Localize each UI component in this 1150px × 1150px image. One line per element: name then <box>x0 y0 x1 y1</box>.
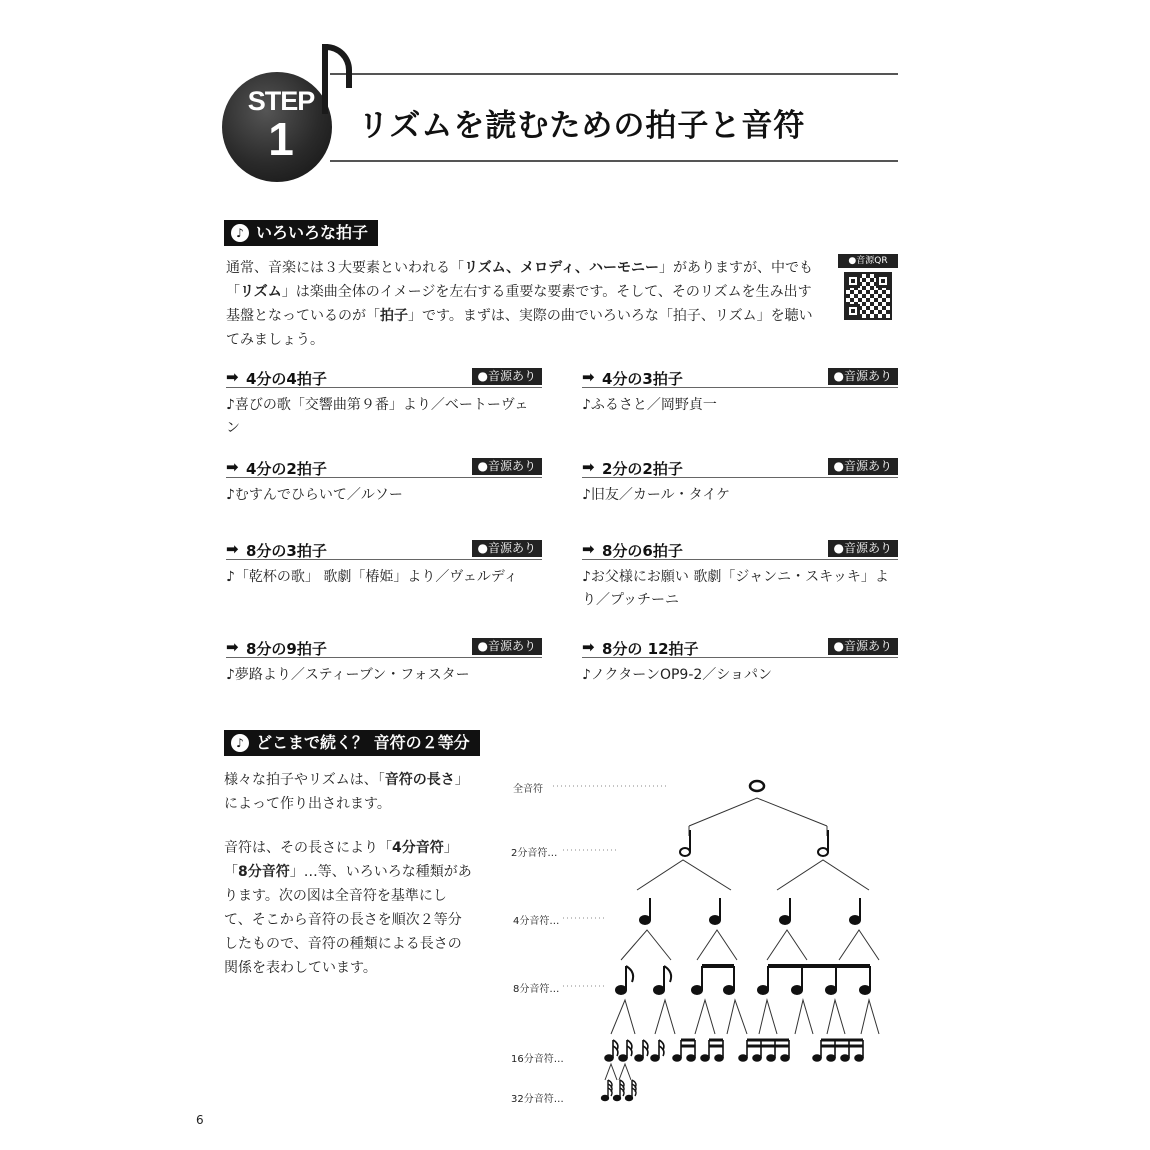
entry-title: 8分の6拍子 <box>602 542 683 560</box>
page-number: 6 <box>196 1113 204 1127</box>
audio-available-badge[interactable]: ●音源あり <box>828 638 898 655</box>
entry-title: 8分の3拍子 <box>246 542 327 560</box>
time-signature-entry <box>582 538 898 612</box>
entry-header <box>226 636 542 658</box>
section-header-time-signatures <box>224 220 378 246</box>
audio-available-badge[interactable]: ●音源あり <box>472 540 542 557</box>
label-whole-note: 全音符 <box>513 784 543 795</box>
entry-title: 4分の3拍子 <box>602 370 683 388</box>
arrow-right-icon: ➡ <box>226 540 239 558</box>
entry-header <box>226 366 542 388</box>
entry-song: ♪ふるさと／岡野貞一 <box>582 397 717 413</box>
section-header-note-division <box>224 730 480 756</box>
music-note-icon: ♪ <box>231 734 249 752</box>
entry-header <box>226 456 542 478</box>
entry-header <box>582 636 898 658</box>
qr-corner <box>846 274 860 288</box>
label-eighth-note: 8分音符… <box>513 984 560 995</box>
sixteenth-note-icon <box>605 1040 863 1061</box>
header-rule-bottom <box>330 160 898 162</box>
entry-header <box>226 538 542 560</box>
label-thirtysecond-note: 32分音符… <box>511 1094 564 1105</box>
arrow-right-icon: ➡ <box>226 638 239 656</box>
entry-title: 4分の2拍子 <box>246 460 327 478</box>
entry-header <box>582 456 898 478</box>
time-signature-entry <box>226 366 542 440</box>
paragraph-rhythm: 様々な拍子やリズムは、「音符の長さ」によって作り出されます。 <box>224 772 469 812</box>
audio-qr[interactable] <box>838 254 898 326</box>
header-rule-top <box>330 73 898 75</box>
entry-song: ♪喜びの歌「交響曲第９番」より／ベートーヴェン <box>226 397 529 436</box>
intro-paragraph: 通常、音楽には３大要素といわれる「リズム、メロディ、ハーモニー」がありますが、中でも「リズム」は楽曲全体のイメージを左右する重要な要素です。そして、そのリズムを生み出す基盤となっているのが「拍子」です。まずは、実際の曲でいろいろな「拍子、リズム」を聴いてみましょう。 <box>226 260 814 348</box>
step-label: STEP <box>247 86 315 116</box>
time-signature-entry <box>226 636 542 687</box>
arrow-right-icon: ➡ <box>582 638 595 656</box>
half-note-icon <box>680 830 828 856</box>
entry-title: 8分の9拍子 <box>246 640 327 658</box>
arrow-right-icon: ➡ <box>226 368 239 386</box>
entry-song: ♪むすんでひらいて／ルソー <box>226 487 403 503</box>
note-tree-svg <box>505 770 905 1120</box>
label-half-note: 2分音符… <box>511 848 558 859</box>
time-signature-entry <box>226 538 542 589</box>
entry-title: 8分の 12拍子 <box>602 640 699 658</box>
audio-available-badge[interactable]: ●音源あり <box>828 458 898 475</box>
quarter-note-icon <box>640 898 860 924</box>
entry-title: 2分の2拍子 <box>602 460 683 478</box>
step-number: 1 <box>268 113 294 165</box>
qr-corner <box>876 274 890 288</box>
time-signature-entry <box>582 456 898 507</box>
entry-song: ♪「乾杯の歌」 歌劇「椿姫」より／ヴェルディ <box>226 569 518 585</box>
arrow-right-icon: ➡ <box>582 540 595 558</box>
eighth-note-icon <box>616 966 870 994</box>
qr-corner <box>846 304 860 318</box>
audio-available-badge[interactable]: ●音源あり <box>472 458 542 475</box>
arrow-right-icon: ➡ <box>226 458 239 476</box>
whole-note-icon <box>750 781 764 791</box>
entry-song: ♪夢路より／スティーブン・フォスター <box>226 667 470 683</box>
entry-song: ♪旧友／カール・タイケ <box>582 487 731 503</box>
label-sixteenth-note: 16分音符… <box>511 1054 564 1065</box>
entry-header <box>582 366 898 388</box>
label-quarter-note: 4分音符… <box>513 916 560 927</box>
time-signature-entry <box>582 636 898 687</box>
entry-header <box>582 538 898 560</box>
thirtysecond-note-icon <box>602 1080 637 1101</box>
note-division-diagram <box>505 770 905 1120</box>
audio-available-badge[interactable]: ●音源あり <box>472 368 542 385</box>
entry-song: ♪ノクターンOP9-2／ショパン <box>582 667 773 683</box>
entry-song: ♪お父様にお願い 歌劇「ジャンニ・スキッキ」より／プッチーニ <box>582 569 889 608</box>
paragraph-note-types: 音符は、その長さにより「4分音符」「8分音符」…等、いろいろな種類があります。次の図は全音符を基準にして、そこから音符の長さを順次２等分したもので、音符の種類による長さの関係を表わしています。 <box>224 840 472 976</box>
music-note-icon: ♪ <box>231 224 249 242</box>
arrow-right-icon: ➡ <box>582 458 595 476</box>
section-title: いろいろな拍子 <box>256 223 369 242</box>
time-signature-entry <box>226 456 542 507</box>
time-signature-entry <box>582 366 898 417</box>
arrow-right-icon: ➡ <box>582 368 595 386</box>
page-title: リズムを読むための拍子と音符 <box>358 108 806 144</box>
qr-label: ●音源QR <box>838 254 898 268</box>
audio-available-badge[interactable]: ●音源あり <box>828 540 898 557</box>
audio-available-badge[interactable]: ●音源あり <box>828 368 898 385</box>
entry-title: 4分の4拍子 <box>246 370 327 388</box>
audio-available-badge[interactable]: ●音源あり <box>472 638 542 655</box>
note-flag-icon <box>326 44 352 88</box>
section-title: どこまで続く？ 音符の２等分 <box>256 733 470 752</box>
